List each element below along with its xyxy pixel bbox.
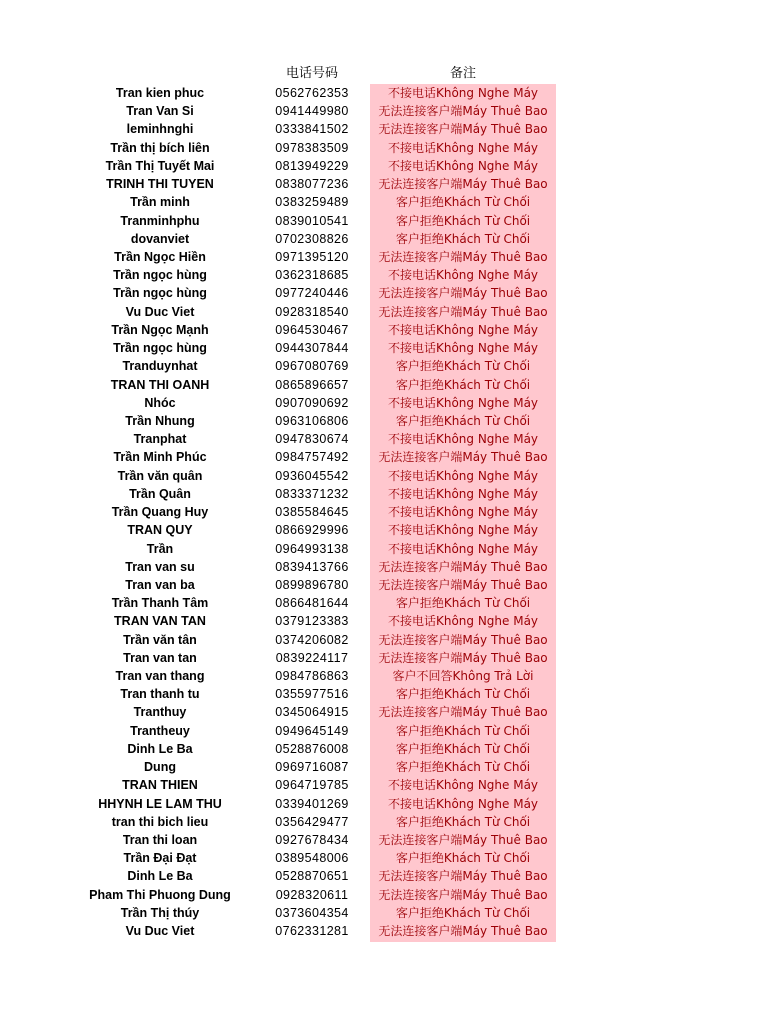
- note-cell: 客户拒绝Khách Từ Chối: [395, 851, 531, 866]
- table-row: [0, 230, 768, 248]
- note-cell: 客户拒绝Khách Từ Chối: [395, 760, 531, 775]
- phone-cell: 0839413766: [275, 559, 349, 574]
- table-row: [0, 831, 768, 849]
- name-cell: TRAN VAN TAN: [114, 614, 206, 629]
- table-row: [0, 813, 768, 831]
- phone-cell: 0562762353: [275, 86, 349, 100]
- phone-cell: 0984786863: [275, 669, 349, 684]
- name-cell: Trần văn tân: [123, 632, 197, 647]
- phone-cell: 0866929996: [275, 523, 349, 538]
- name-cell: Trantheuy: [130, 723, 190, 738]
- header-note: 备注: [449, 66, 476, 81]
- table-row: [0, 649, 768, 667]
- note-cell: 客户拒绝Khách Từ Chối: [395, 413, 531, 428]
- name-cell: Trần Thị thúy: [120, 905, 200, 920]
- name-cell: Trần Minh Phúc: [113, 450, 207, 465]
- note-cell: 无法连接客户端Máy Thuê Bao: [378, 869, 548, 884]
- note-cell: 无法连接客户端Máy Thuê Bao: [378, 887, 548, 902]
- phone-cell: 0345064915: [275, 705, 349, 720]
- note-cell: 客户拒绝Khách Từ Chối: [395, 377, 531, 392]
- table-row: [0, 703, 768, 721]
- table-row: [0, 412, 768, 430]
- table-row: [0, 357, 768, 375]
- note-cell: 不接电话Không Nghe Máy: [387, 505, 539, 520]
- table-row: [0, 740, 768, 758]
- phone-cell: 0941449980: [275, 104, 349, 119]
- phone-cell: 0963106806: [275, 413, 349, 428]
- phone-cell: 0947830674: [275, 432, 349, 447]
- note-cell: 不接电话Không Nghe Máy: [387, 614, 539, 629]
- name-cell: Trần: [146, 541, 174, 556]
- phone-cell: 0907090692: [275, 395, 349, 410]
- table-row: [0, 193, 768, 211]
- table-row: [0, 139, 768, 157]
- phone-cell: 0839010541: [275, 213, 349, 228]
- phone-cell: 0389548006: [275, 851, 349, 866]
- table-row: [0, 795, 768, 813]
- note-cell: 客户拒绝Khách Từ Chối: [395, 905, 531, 920]
- note-cell: 不接电话Không Nghe Máy: [387, 468, 539, 483]
- table-row: [0, 339, 768, 357]
- note-cell: 客户拒绝Khách Từ Chối: [395, 195, 531, 210]
- name-cell: Dinh Le Ba: [127, 741, 193, 756]
- note-cell: 不接电话Không Nghe Máy: [387, 778, 539, 793]
- phone-cell: 0866481644: [275, 596, 349, 611]
- note-cell: 不接电话Không Nghe Máy: [387, 541, 539, 556]
- phone-cell: 0967080769: [275, 359, 349, 374]
- phone-cell: 0964993138: [275, 541, 349, 556]
- phone-cell: 0355977516: [275, 687, 349, 702]
- phone-cell: 0356429477: [275, 814, 349, 829]
- phone-cell: 0379123383: [275, 614, 349, 629]
- note-cell: 无法连接客户端Máy Thuê Bao: [378, 122, 548, 137]
- note-cell: 无法连接客户端Máy Thuê Bao: [378, 632, 548, 647]
- name-cell: Trần Nhung: [125, 413, 195, 428]
- name-cell: Trần Thanh Tâm: [111, 596, 209, 611]
- note-cell: 客户拒绝Khách Từ Chối: [395, 741, 531, 756]
- phone-cell: 0949645149: [275, 723, 349, 738]
- table-row: [0, 175, 768, 193]
- phone-cell: 0964530467: [275, 322, 349, 337]
- name-cell: TRAN THIEN: [122, 778, 198, 793]
- note-cell: 不接电话Không Nghe Máy: [387, 432, 539, 447]
- name-cell: Dung: [144, 760, 176, 775]
- table-row: [0, 776, 768, 794]
- phone-cell: 0813949229: [275, 158, 349, 173]
- table-row: [0, 84, 768, 102]
- header-phone: 电话号码: [285, 66, 338, 81]
- table-row: [0, 904, 768, 922]
- phone-cell: 0374206082: [275, 632, 349, 647]
- table-row: [0, 266, 768, 284]
- phone-cell: 0971395120: [275, 249, 349, 264]
- note-cell: 不接电话Không Nghe Máy: [387, 140, 539, 155]
- name-cell: Tran thi loan: [122, 833, 198, 848]
- phone-cell: 0385584645: [275, 505, 349, 520]
- table-row: [0, 485, 768, 503]
- name-cell: Trần ngọc hùng: [113, 286, 207, 301]
- name-cell: Dinh Le Ba: [127, 869, 193, 884]
- name-cell: dovanviet: [130, 231, 190, 246]
- name-cell: Pham Thi Phuong Dung: [89, 887, 231, 902]
- table-row: [0, 321, 768, 339]
- table-row: [0, 376, 768, 394]
- table-row: [0, 521, 768, 539]
- phone-cell: 0838077236: [275, 177, 349, 192]
- table-row: [0, 102, 768, 120]
- note-cell: 不接电话Không Nghe Máy: [387, 486, 539, 501]
- phone-cell: 0373604354: [275, 905, 349, 920]
- table-row: [0, 430, 768, 448]
- table-row: [0, 631, 768, 649]
- note-cell: 客户拒绝Khách Từ Chối: [395, 213, 531, 228]
- table-row: [0, 849, 768, 867]
- name-cell: Trần văn quân: [117, 468, 203, 483]
- table-row: [0, 467, 768, 485]
- name-cell: Tran Van Si: [126, 104, 194, 119]
- name-cell: Tranphat: [133, 432, 187, 447]
- note-cell: 客户拒绝Khách Từ Chối: [395, 231, 531, 246]
- note-cell: 不接电话Không Nghe Máy: [387, 395, 539, 410]
- phone-cell: 0977240446: [275, 286, 349, 301]
- table-row: [0, 612, 768, 630]
- name-cell: leminhnghi: [126, 122, 194, 137]
- phone-cell: 0702308826: [275, 231, 349, 246]
- table-row: [0, 722, 768, 740]
- name-cell: TRAN THI OANH: [110, 377, 210, 392]
- phone-cell: 0528870651: [275, 869, 349, 884]
- note-cell: 无法连接客户端Máy Thuê Bao: [378, 833, 548, 848]
- name-cell: Trần ngọc hùng: [113, 268, 207, 283]
- phone-cell: 0362318685: [275, 268, 349, 283]
- note-cell: 无法连接客户端Máy Thuê Bao: [378, 924, 548, 939]
- phone-cell: 0964719785: [275, 778, 349, 793]
- phone-cell: 0865896657: [275, 377, 349, 392]
- table-row: [0, 540, 768, 558]
- note-cell: 不接电话Không Nghe Máy: [387, 158, 539, 173]
- name-cell: Tran van thang: [115, 669, 205, 684]
- table-row: [0, 212, 768, 230]
- phone-cell: 0762331281: [275, 924, 349, 939]
- note-cell: 客户拒绝Khách Từ Chối: [395, 723, 531, 738]
- note-cell: 无法连接客户端Máy Thuê Bao: [378, 650, 548, 665]
- name-cell: Trần Ngọc Hiền: [114, 249, 206, 264]
- note-cell: 客户拒绝Khách Từ Chối: [395, 814, 531, 829]
- name-cell: Vu Duc Viet: [125, 924, 195, 939]
- name-cell: Tran van ba: [125, 577, 195, 592]
- note-cell: 客户拒绝Khách Từ Chối: [395, 687, 531, 702]
- name-cell: Trần Quân: [129, 486, 191, 501]
- note-cell: 客户拒绝Khách Từ Chối: [395, 596, 531, 611]
- name-cell: Tranthuy: [133, 705, 187, 720]
- note-cell: 无法连接客户端Máy Thuê Bao: [378, 304, 548, 319]
- table-row: [0, 667, 768, 685]
- note-cell: 不接电话Không Nghe Máy: [387, 86, 539, 100]
- name-cell: tran thi bich lieu: [111, 814, 209, 829]
- phone-cell: 0936045542: [275, 468, 349, 483]
- table-row: [0, 157, 768, 175]
- table-row: [0, 248, 768, 266]
- phone-cell: 0944307844: [275, 341, 349, 356]
- phone-cell: 0339401269: [275, 796, 349, 811]
- name-cell: HHYNH LE LAM THU: [98, 796, 222, 811]
- table-row: [0, 303, 768, 321]
- phone-cell: 0928320611: [275, 887, 349, 902]
- note-cell: 客户拒绝Khách Từ Chối: [395, 359, 531, 374]
- phone-cell: 0899896780: [275, 577, 349, 592]
- name-cell: Tran kien phuc: [115, 86, 205, 100]
- name-cell: Trần ngọc hùng: [113, 341, 207, 356]
- name-cell: Trần Ngọc Mạnh: [111, 322, 209, 337]
- table-row: [0, 120, 768, 138]
- note-cell: 无法连接客户端Máy Thuê Bao: [378, 559, 548, 574]
- phone-cell: 0833371232: [275, 486, 349, 501]
- name-cell: TRINH THI TUYEN: [106, 177, 214, 192]
- note-cell: 无法连接客户端Máy Thuê Bao: [378, 249, 548, 264]
- phone-cell: 0383259489: [275, 195, 349, 210]
- note-cell: 不接电话Không Nghe Máy: [387, 322, 539, 337]
- name-cell: Vu Duc Viet: [125, 304, 195, 319]
- table-row: [0, 576, 768, 594]
- phone-cell: 0978383509: [275, 140, 349, 155]
- phone-cell: 0927678434: [275, 833, 349, 848]
- name-cell: Tran van tan: [123, 650, 197, 665]
- phone-cell: 0984757492: [275, 450, 349, 465]
- table-row: [0, 886, 768, 904]
- note-cell: 无法连接客户端Máy Thuê Bao: [378, 104, 548, 119]
- table-row: [0, 594, 768, 612]
- table-row: [0, 558, 768, 576]
- phone-cell: 0528876008: [275, 741, 349, 756]
- phone-cell: 0928318540: [275, 304, 349, 319]
- name-cell: Tranminhphu: [120, 213, 200, 228]
- note-cell: 不接电话Không Nghe Máy: [387, 341, 539, 356]
- name-cell: TRAN QUY: [127, 523, 193, 538]
- name-cell: Tran thanh tu: [120, 687, 200, 702]
- note-cell: 无法连接客户端Máy Thuê Bao: [378, 286, 548, 301]
- note-cell: 无法连接客户端Máy Thuê Bao: [378, 577, 548, 592]
- name-cell: Nhóc: [144, 395, 176, 410]
- name-cell: Tran van su: [125, 559, 195, 574]
- note-cell: 无法连接客户端Máy Thuê Bao: [378, 705, 548, 720]
- table-row: [0, 867, 768, 885]
- phone-cell: 0839224117: [275, 650, 349, 665]
- note-cell: 不接电话Không Nghe Máy: [387, 796, 539, 811]
- table-row: [0, 758, 768, 776]
- phone-cell: 0969716087: [275, 760, 349, 775]
- name-cell: Trần thị bích liên: [110, 140, 210, 155]
- note-cell: 无法连接客户端Máy Thuê Bao: [378, 177, 548, 192]
- table-row: [0, 394, 768, 412]
- table-row: [0, 284, 768, 302]
- phone-cell: 0333841502: [275, 122, 349, 137]
- note-cell: 不接电话Không Nghe Máy: [387, 268, 539, 283]
- table-row: [0, 448, 768, 466]
- name-cell: Trần Thị Tuyết Mai: [105, 158, 215, 173]
- name-cell: Trần minh: [130, 195, 190, 210]
- note-cell: 客户不回答Không Trả Lời: [392, 669, 534, 684]
- table-row: [0, 922, 768, 940]
- note-cell: 不接电话Không Nghe Máy: [387, 523, 539, 538]
- table-row: [0, 503, 768, 521]
- note-cell: 无法连接客户端Máy Thuê Bao: [378, 450, 548, 465]
- name-cell: Trần Đại Đạt: [123, 851, 197, 866]
- table-row: [0, 685, 768, 703]
- name-cell: Tranduynhat: [122, 359, 198, 374]
- name-cell: Trần Quang Huy: [111, 505, 209, 520]
